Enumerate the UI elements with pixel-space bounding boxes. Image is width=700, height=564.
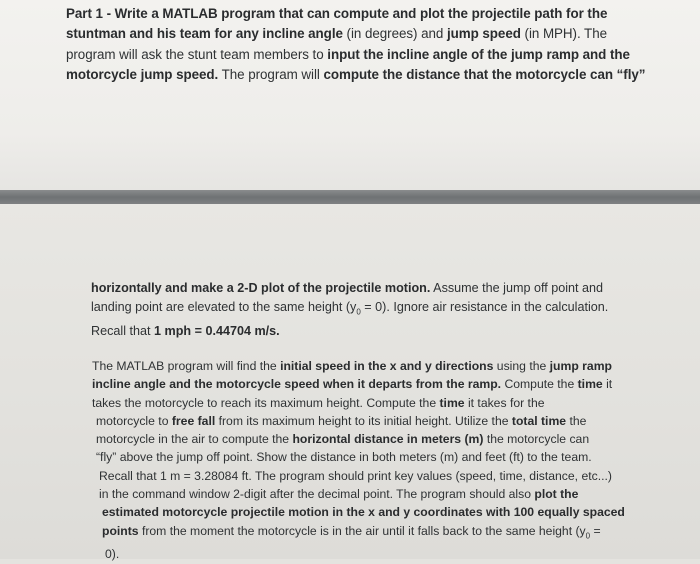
projectile-assumptions-paragraph [91, 279, 691, 340]
text-line: Recall that 1 mph = 0.44704 m/s. [91, 323, 280, 338]
page-divider [0, 190, 700, 204]
text-line: landing point are elevated to the same height $(y_0 = 0)$. Ignore air resistance in the calculation. [91, 299, 609, 317]
text-line: Part 1 - Write a MATLAB program that can compute and plot the projectile path for the [66, 6, 608, 21]
text-line: takes the motorcycle to reach its maximum height. Compute the time it takes for the [92, 395, 545, 410]
program-requirements-paragraph [92, 357, 692, 564]
text-line: in the command window 2-digit after the decimal point. The program should also plot the [99, 487, 579, 502]
text-line: “fly” above the jump off point. Show the distance in both meters (m) and feet (ft) to the team. [96, 450, 592, 465]
text-line: horizontally and make a 2-D plot of the projectile motion. Assume the jump off point and [91, 281, 604, 295]
text-line: motorcycle to free fall from its maximum height to its initial height. Utilize the total time the [96, 413, 587, 428]
text-line: estimated motorcycle projectile motion in the x and y coordinates with 100 equally spaced [102, 505, 625, 520]
text-line: Recall that 1 m = 3.28084 ft. The program should print key values (speed, time, distance, etc...) [99, 468, 612, 483]
text-line: stuntman and his team for any incline angle (in degrees) and jump speed (in MPH). The [66, 26, 607, 42]
text-line: points from the moment the motorcycle is in the air until it falls back to the same height ($y_0$ = [102, 523, 601, 541]
text-line: 0). [105, 547, 120, 562]
part1-intro-paragraph [66, 4, 694, 86]
text-line: motorcycle jump speed. The program will compute the distance that the motorcycle can “fly” [66, 67, 646, 83]
text-line: incline angle and the motorcycle speed when it departs from the ramp. Compute the time it [92, 377, 613, 392]
text-line: motorcycle in the air to compute the horizontal distance in meters (m) the motorcycle can [96, 432, 590, 447]
text-line: program will ask the stunt team members to input the incline angle of the jump ramp and the [66, 46, 630, 62]
text-line: The MATLAB program will find the initial speed in the x and y directions using the jump ramp [92, 359, 612, 373]
